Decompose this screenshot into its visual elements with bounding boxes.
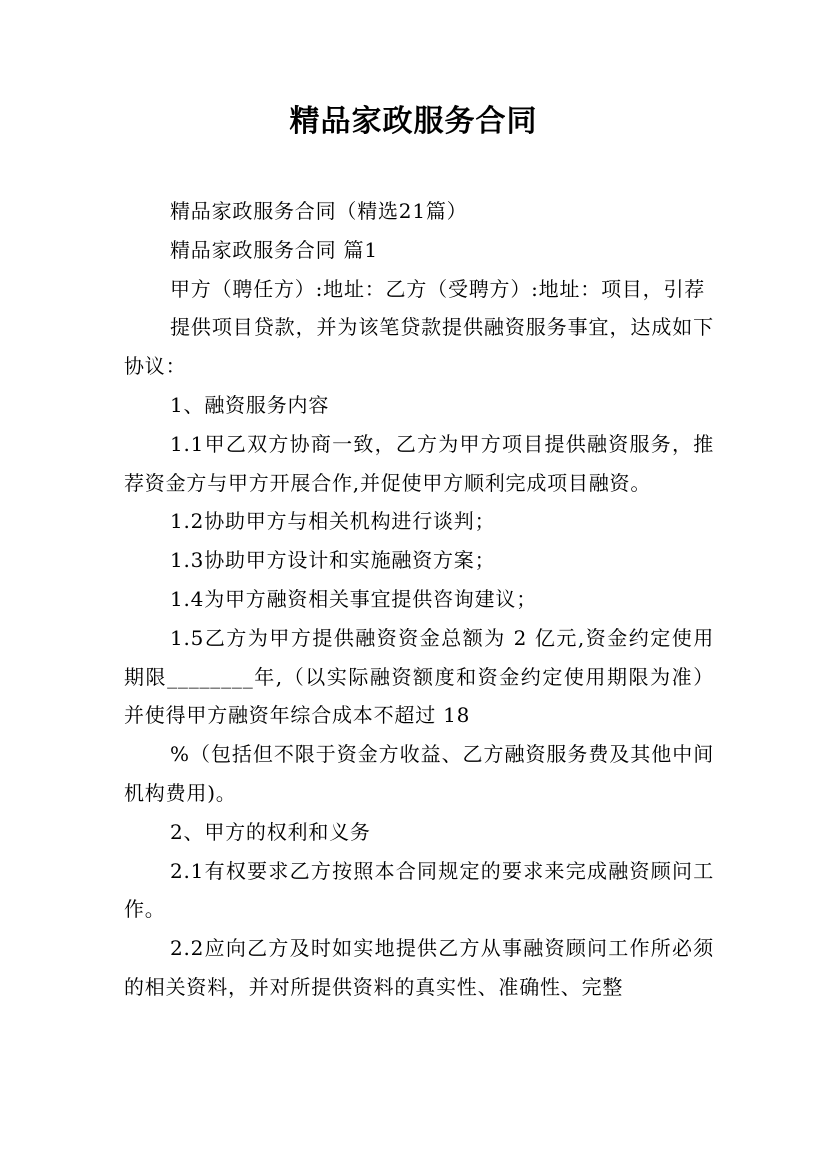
paragraph-agreement-intro: 提供项目贷款，并为该笔贷款提供融资服务事宜，达成如下协议： [124, 315, 714, 379]
paragraph-parties: 甲方（聘任方）:地址：乙方（受聘方）:地址：项目，引荐 [170, 276, 706, 301]
paragraph-clause-1-3: 1.3协助甲方设计和实施融资方案； [170, 548, 496, 573]
document-body [124, 192, 714, 1007]
paragraph-clause-1: 1、融资服务内容 [170, 392, 330, 417]
paragraph-clause-1-1: 1.1甲乙双方协商一致，乙方为甲方项目提供融资服务，推荐资金方与甲方开展合作,并促使甲方顺利完成项目融资。 [124, 431, 714, 495]
paragraph-clause-1-4: 1.4为甲方融资相关事宜提供咨询建议； [170, 586, 538, 611]
paragraph-clause-1-5-cont: %（包括但不限于资金方收益、乙方融资服务费及其他中间机构费用)。 [124, 742, 714, 805]
paragraph-clause-1-5: 1.5乙方为甲方提供融资资金总额为 2 亿元,资金约定使用期限________年,（以实际融资额度和资金约定使用期限为准）并使得甲方融资年综合成本不超过 18 [124, 625, 714, 728]
document-title: 精品家政服务合同 [289, 104, 538, 139]
paragraph-section-heading: 精品家政服务合同 篇1 [170, 237, 378, 262]
paragraph-clause-2-2: 2.2应向乙方及时如实地提供乙方从事融资顾问工作所必须的相关资料，并对所提供资料的真实性、准确性、完整 [124, 936, 714, 999]
paragraph-clause-2-1: 2.1有权要求乙方按照本合同规定的要求来完成融资顾问工作。 [124, 858, 714, 922]
paragraph-clause-2: 2、甲方的权利和义务 [170, 819, 371, 844]
paragraph-subtitle: 精品家政服务合同（精选21篇） [170, 199, 468, 223]
paragraph-clause-1-2: 1.2协助甲方与相关机构进行谈判； [170, 509, 496, 534]
